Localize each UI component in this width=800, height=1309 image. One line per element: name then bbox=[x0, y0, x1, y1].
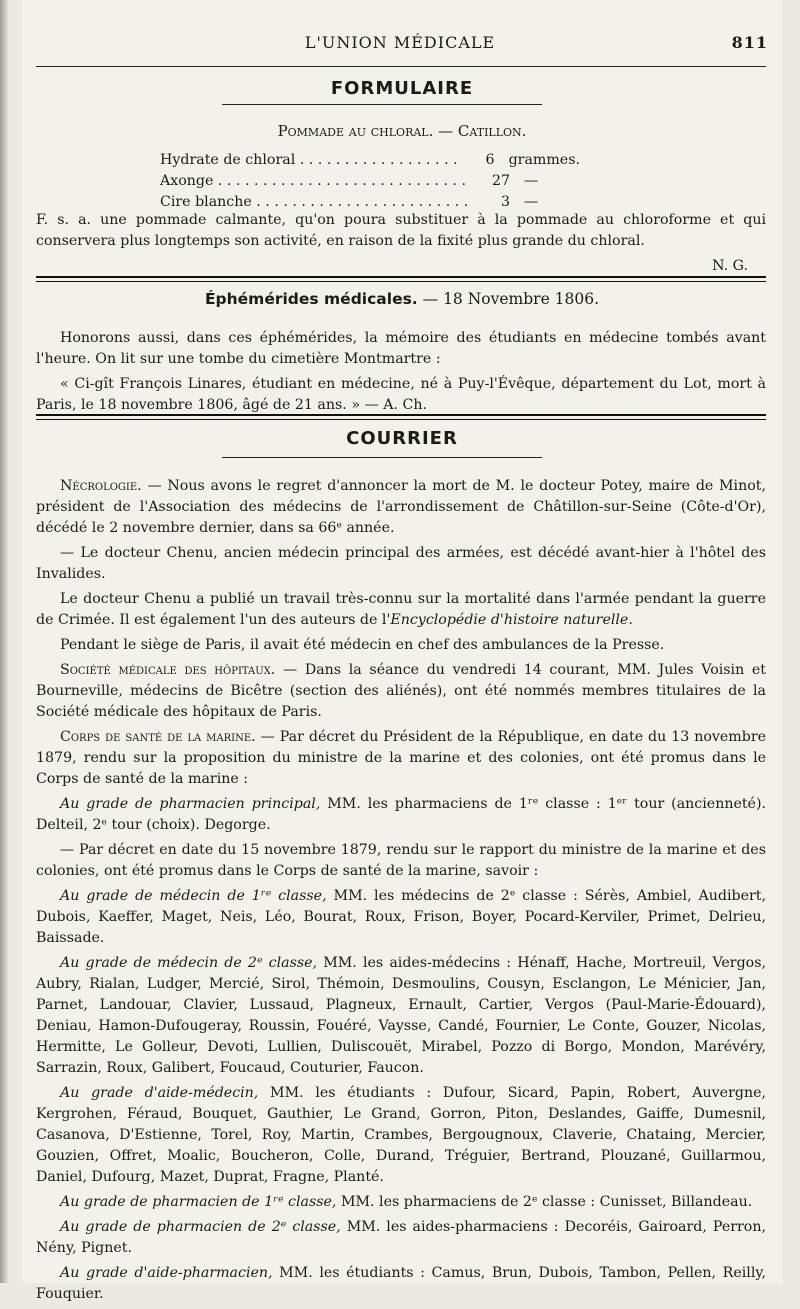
ingredient-unit: — bbox=[524, 173, 539, 189]
formulaire-heading: FORMULAIRE bbox=[330, 78, 474, 99]
necrologie-text: — Nous avons le regret d'annoncer la mort de M. le docteur Potey, maire de Minot, président de l'Association des médecins de l'arrondissement de Châtillon-sur-Seine (Côte-d'Or), décédé le 2 novembre dernier, dans sa 66ᵉ année. bbox=[36, 478, 766, 536]
formulaire-heading-rule bbox=[222, 104, 542, 105]
ephemerides-body bbox=[36, 328, 766, 420]
ingredient-row bbox=[160, 150, 580, 171]
recipe-title: Pommade au chloral. — Catillon. bbox=[277, 122, 527, 140]
section-double-rule bbox=[36, 276, 766, 282]
page-edge-shadow bbox=[0, 0, 8, 1283]
ephemerides-paragraph: Honorons aussi, dans ces éphémérides, la mémoire des étudiants en médecine tombés avant l'heure. On lit sur une tombe du cimetière Montmartre : bbox=[36, 330, 766, 367]
pharmacien-1-paragraph bbox=[36, 1192, 766, 1213]
ephemerides-title bbox=[22, 290, 782, 308]
grade-label: Au grade de pharmacien principal, bbox=[60, 796, 321, 812]
grade-text: MM. les pharmaciens de 1ʳᵉ classe : 1ᵉʳ tour (ancienneté). Delteil, 2ᵉ tour (choix). Degorge. bbox=[36, 796, 767, 833]
ingredient-name: Hydrate de chloral . . . bbox=[160, 150, 456, 171]
page-number: 811 bbox=[731, 33, 768, 52]
document-page bbox=[22, 0, 782, 1302]
societe-text: — Dans la séance du vendredi 14 courant, MM. Jules Voisin et Bourneville, médecins de Bicêtre (section des aliénés), ont été nommés membres titulaires de la Société médicale des hôpitaux de Paris. bbox=[36, 662, 766, 720]
ingredient-name: Cire blanche . . . bbox=[160, 192, 470, 213]
ingredient-list bbox=[160, 150, 580, 213]
grade-label: Au grade d'aide-médecin, bbox=[60, 1085, 259, 1101]
chenu-works-title: Encyclopédie d'histoire naturelle. bbox=[390, 612, 633, 628]
pharmacien-2-paragraph bbox=[36, 1217, 766, 1259]
grade-label: Au grade de médecin de 2ᵉ classe, bbox=[60, 955, 318, 971]
formulaire-text: F. s. a. une pommade calmante, qu'on poura substituer à la pommade au chloroforme et qui conservera plus longtemps son activité, en raison de la fixité plus grande du chloral. bbox=[36, 212, 766, 249]
formulaire-body bbox=[36, 210, 766, 277]
corps-text: — Par décret du Président de la République, en date du 13 novembre 1879, rendu sur la proposition du ministre de la marine et des colonies, ont été promus dans le Corps de santé de la marine : bbox=[36, 729, 766, 787]
journal-title: L'UNION MÉDICALE bbox=[304, 33, 496, 52]
grade-text: MM. les étudiants : Camus, Brun, Dubois, Tambon, Pellen, Reilly, Fouquier. bbox=[36, 1265, 767, 1302]
grade-label: Au grade de médecin de 1ʳᵉ classe, bbox=[60, 888, 327, 904]
section-double-rule bbox=[36, 414, 766, 420]
ingredient-qty: 27 bbox=[491, 173, 510, 189]
ephemerides-paragraph: « Ci-gît François Linares, étudiant en médecine, né à Puy-l'Évêque, département du Lot, mort à Paris, le 18 novembre 1806, âgé de 21 ans. » — A. Ch. bbox=[36, 376, 766, 413]
pharmacien-principal-paragraph bbox=[36, 794, 766, 836]
medecin-2-paragraph bbox=[36, 953, 766, 1079]
ingredient-row bbox=[160, 171, 580, 192]
grade-text: MM. les pharmaciens de 2ᵉ classe : Cunisset, Billandeau. bbox=[340, 1194, 753, 1210]
corps-paragraph bbox=[36, 727, 766, 790]
courrier-heading: COURRIER bbox=[346, 428, 458, 449]
grade-text: MM. les médecins de 2ᵉ classe : Sérès, Ambiel, Audibert, Dubois, Kaeffer, Maget, Neis, Léo, Bourat, Roux, Frison, Boyer, Pocard-Kerviler, Primet, Delrieu, Baissade. bbox=[36, 888, 767, 946]
grade-text: MM. les étudiants : Dufour, Sicard, Papin, Robert, Auvergne, Kergrohen, Féraud, Bouquet, Gauthier, Le Grand, Gorron, Piton, Deslandes, Gaiffe, Dumesnil, Casanova, D'Estienne, Torel, Roy, Martin, Crambes, Bergougnoux, Claverie, Chataing, Mercier, Gouzien, Offret, Moalic, Boucheron, Colle, Durand, Tréguier, Bertrand, Plouzané, Guillarmou, Daniel, Dufourg, Mazet, Duprat, Fragne, Planté. bbox=[36, 1085, 766, 1185]
ephemerides-title-bold: Éphémérides médicales. bbox=[204, 290, 418, 308]
ingredient-unit: — bbox=[524, 194, 539, 210]
ingredient-qty: 6 bbox=[485, 152, 495, 168]
grade-text: MM. les aides-médecins : Hénaff, Hache, Mortreuil, Vergos, Aubry, Rialan, Ludger, Mercié, Sirol, Thémoin, Desmoulins, Cousyn, Esclangon, Le Ménicier, Jan, Parnet, Landouar, Clavier, Lussaud, Plagneux, Ernault, Cartier, Vergos (Paul-Marie-Édouard), Deniau, Hamon-Dufougeray, Roussin, Fouéré, Vaysse, Candé, Fournier, Le Conte, Gouzer, Nicolas, Hermitte, Le Golleur, Devoti, Lullien, Duliscouët, Mirabel, Pozzo di Borgo, Mondon, Marévéry, Sarrazin, Roux, Galibert, Foucaud, Couturier, Faucon. bbox=[36, 955, 766, 1076]
aide-medecin-paragraph bbox=[36, 1083, 766, 1188]
ingredient-qty: 3 bbox=[500, 194, 510, 210]
formulaire-signature: N. G. bbox=[712, 258, 748, 274]
grade-label: Au grade de pharmacien de 2ᵉ classe, bbox=[60, 1219, 341, 1235]
grade-label: Au grade de pharmacien de 1ʳᵉ classe, bbox=[60, 1194, 337, 1210]
chenu-works-paragraph bbox=[36, 589, 766, 631]
corps-label: Corps de santé de la marine. bbox=[60, 729, 256, 745]
societe-label: Société médicale des hôpitaux. bbox=[60, 662, 276, 678]
chenu-siege-paragraph: Pendant le siège de Paris, il avait été médecin en chef des ambulances de la Presse. bbox=[60, 637, 665, 653]
societe-paragraph bbox=[36, 660, 766, 723]
chenu-paragraph: — Le docteur Chenu, ancien médecin principal des armées, est décédé avant-hier à l'hôtel des Invalides. bbox=[36, 545, 766, 582]
courrier-body bbox=[36, 476, 766, 1309]
ephemerides-title-date: — 18 Novembre 1806. bbox=[422, 290, 600, 308]
courrier-heading-rule bbox=[222, 457, 542, 458]
header-rule bbox=[36, 66, 766, 67]
ingredient-unit: grammes. bbox=[508, 152, 580, 168]
aide-pharmacien-paragraph bbox=[36, 1263, 766, 1305]
grade-label: Au grade d'aide-pharmacien, bbox=[60, 1265, 273, 1281]
decret-paragraph: — Par décret en date du 15 novembre 1879, rendu sur le rapport du ministre de la marine et des colonies, ont été promus dans le Corps de santé de la marine, savoir : bbox=[36, 842, 766, 879]
ingredient-name: Axonge . . . bbox=[160, 171, 470, 192]
medecin-1-paragraph bbox=[36, 886, 766, 949]
running-head bbox=[32, 33, 768, 55]
necrologie-paragraph bbox=[36, 476, 766, 539]
chenu-works-text: Le docteur Chenu a publié un travail très-connu sur la mortalité dans l'armée pendant la guerre de Crimée. Il est également l'un des auteurs de l' bbox=[36, 591, 766, 628]
necrologie-label: Nécrologie. bbox=[60, 478, 142, 494]
grade-text: MM. les aides-pharmaciens : Decoréis, Gairoard, Perron, Nény, Pignet. bbox=[36, 1219, 766, 1256]
